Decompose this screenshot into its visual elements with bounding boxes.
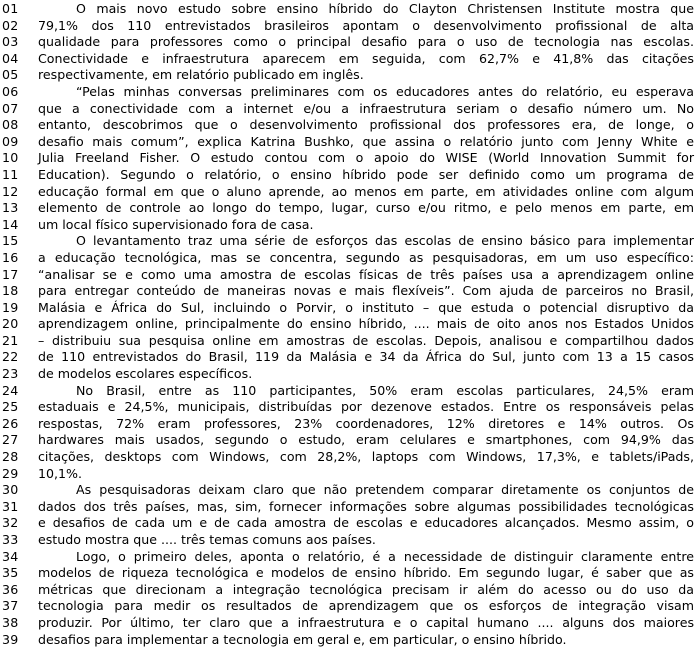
line-number: 18 [2, 283, 19, 299]
line-text: elemento de controle ao longo do tempo, lugar, curso e/ou ritmo, e pelo menos em parte, em [38, 200, 694, 216]
line-number: 09 [2, 133, 19, 149]
line-number: 03 [2, 34, 19, 50]
text-line [0, 615, 700, 632]
line-number: 30 [2, 482, 19, 498]
text-line [0, 632, 700, 649]
document-text [0, 1, 700, 648]
line-text: que a conectividade com a internet e/ou a infraestrutura seriam o desafio número um. No [38, 100, 694, 116]
line-number: 10 [2, 150, 19, 166]
line-number: 35 [2, 565, 19, 581]
text-line [0, 250, 700, 267]
line-number: 20 [2, 316, 19, 332]
text-line [0, 150, 700, 167]
text-line [0, 366, 700, 383]
text-line [0, 217, 700, 234]
line-text: citações, desktops com Windows, com 28,2%, laptops com Windows, 17,3%, e tablets/iPads, [38, 449, 694, 465]
line-text: estaduais e 24,5%, municipais, distribuídas por dezenove estados. Entre os responsáveis pelas [38, 399, 694, 415]
line-text: aprendizagem online, principalmente do ensino híbrido, .... mais de oito anos nos Estados Unidos [38, 316, 694, 332]
line-text: Education). Segundo o relatório, o ensino híbrido pode ser definido como um programa de [38, 166, 694, 182]
text-line [0, 184, 700, 201]
text-line [0, 101, 700, 118]
text-line [0, 267, 700, 284]
line-number: 06 [2, 83, 19, 99]
line-number: 29 [2, 465, 19, 481]
line-text: dados dos três países, mas, sim, fornecer informações sobre algumas possibilidades tecnológicas [38, 498, 694, 514]
text-line [0, 200, 700, 217]
line-text: respostas, 72% eram professores, 23% coordenadores, 12% diretores e 14% outros. Os [38, 415, 694, 431]
line-text: 10,1%. [38, 465, 83, 481]
line-number: 39 [2, 631, 19, 647]
line-text: No Brasil, entre as 110 participantes, 50% eram escolas particulares, 24,5% eram [76, 382, 694, 398]
text-line [0, 532, 700, 549]
line-number: 34 [2, 548, 19, 564]
text-line [0, 383, 700, 400]
text-line [0, 1, 700, 18]
text-line [0, 399, 700, 416]
line-text: tecnologia para medir os resultados de aprendizagem que os esforços de integração visam [38, 598, 694, 614]
text-line [0, 300, 700, 317]
line-text: Julia Freeland Fisher. O estudo contou com o apoio do WISE (World Innovation Summit for [38, 150, 694, 166]
text-line [0, 432, 700, 449]
line-number: 02 [2, 17, 19, 33]
line-number: 07 [2, 100, 19, 116]
line-text: métricas que direcionam a integração tecnológica precisam ir além do acesso ou do uso da [38, 581, 694, 597]
line-text: produzir. Por último, ter claro que a infraestrutura e o capital humano .... alguns dos maiores [38, 614, 694, 630]
line-text: – distribuiu sua pesquisa online em amostras de escolas. Depois, analisou e compartilhou dados [38, 332, 694, 348]
text-line [0, 333, 700, 350]
line-text: desafios para implementar a tecnologia em geral e, em particular, o ensino híbrido. [38, 631, 567, 647]
line-text: a educação tecnológica, mas se concentra, segundo as pesquisadoras, em um uso específico: [38, 249, 694, 265]
line-number: 24 [2, 382, 19, 398]
line-number: 22 [2, 349, 19, 365]
line-number: 38 [2, 614, 19, 630]
line-number: 31 [2, 498, 19, 514]
text-line [0, 316, 700, 333]
line-text: respectivamente, em relatório publicado em inglês. [38, 67, 364, 83]
line-number: 19 [2, 299, 19, 315]
text-line [0, 449, 700, 466]
line-number: 21 [2, 332, 19, 348]
text-line [0, 482, 700, 499]
line-number: 11 [2, 166, 19, 182]
line-number: 32 [2, 515, 19, 531]
line-number: 14 [2, 216, 19, 232]
line-text: estudo mostra que .... três temas comuns aos países. [38, 532, 376, 547]
line-text: desafio mais comum”, explica Katrina Bushko, que assina o relatório junto com Jenny White e [38, 133, 694, 149]
text-line [0, 349, 700, 366]
text-line [0, 598, 700, 615]
line-number: 01 [2, 1, 19, 16]
line-text: hardwares mais usados, segundo o estudo, eram celulares e smartphones, com 94,9% das [38, 432, 694, 448]
line-number: 13 [2, 200, 19, 216]
line-number: 23 [2, 366, 19, 382]
text-line [0, 233, 700, 250]
line-number: 04 [2, 50, 19, 66]
text-line [0, 117, 700, 134]
line-text: educação formal em que o aluno aprende, ao menos em parte, em atividades online com algum [38, 183, 694, 199]
line-number: 26 [2, 415, 19, 431]
line-number: 37 [2, 598, 19, 614]
line-number: 08 [2, 117, 19, 133]
line-number: 36 [2, 581, 19, 597]
line-text: O mais novo estudo sobre ensino híbrido do Clayton Christensen Institute mostra que [76, 1, 694, 16]
line-number: 05 [2, 67, 19, 83]
line-number: 28 [2, 449, 19, 465]
line-number: 33 [2, 532, 19, 547]
text-line [0, 67, 700, 84]
line-text: “analisar se e como uma amostra de escolas físicas de três países usa a aprendizagem online [38, 266, 694, 282]
line-text: modelos de riqueza tecnológica e modelos de ensino híbrido. Em segundo lugar, é saber que as [38, 565, 694, 581]
line-number: 12 [2, 183, 19, 199]
text-line [0, 283, 700, 300]
text-line [0, 167, 700, 184]
line-text: um local físico supervisionado fora de casa. [38, 216, 314, 232]
text-line [0, 466, 700, 483]
line-number: 16 [2, 249, 19, 265]
text-line [0, 51, 700, 68]
line-text: Conectividade e infraestrutura aparecem em seguida, com 62,7% e 41,8% das citações [38, 50, 694, 66]
text-line [0, 582, 700, 599]
text-line [0, 18, 700, 35]
line-number: 15 [2, 233, 19, 249]
text-line [0, 515, 700, 532]
line-text: O levantamento traz uma série de esforços das escolas de ensino básico para implementar [76, 233, 694, 249]
line-text: Logo, o primeiro deles, aponta o relatório, é a necessidade de distinguir claramente entre [76, 548, 694, 564]
line-number: 25 [2, 399, 19, 415]
line-text: As pesquisadoras deixam claro que não pretendem comparar diretamente os conjuntos de [76, 482, 694, 498]
line-text: Malásia e África do Sul, incluindo o Porvir, o instituto – que estuda o potencial disruptivo da [38, 299, 694, 315]
line-text: “Pelas minhas conversas preliminares com os educadores antes do relatório, eu esperava [76, 83, 694, 99]
text-line [0, 34, 700, 51]
line-text: entanto, descobrimos que o desenvolvimento profissional dos professores era, de longe, o [38, 117, 694, 133]
line-text: de 110 entrevistados do Brasil, 119 da Malásia e 34 da África do Sul, junto com 13 a 15 casos [38, 349, 694, 365]
text-line [0, 134, 700, 151]
line-text: de modelos escolares específicos. [38, 366, 253, 382]
text-line [0, 549, 700, 566]
text-line [0, 84, 700, 101]
line-text: qualidade para professores como o principal desafio para o uso de tecnologia nas escolas. [38, 34, 694, 50]
line-number: 17 [2, 266, 19, 282]
text-line [0, 565, 700, 582]
line-text: e desafios de cada um e de cada amostra de escolas e educadores alcançados. Mesmo assim, o [38, 515, 694, 531]
line-text: para entregar conteúdo de maneiras novas e mais flexíveis”. Com ajuda de parceiros no Brasil, [38, 283, 694, 299]
line-text: 79,1% dos 110 entrevistados brasileiros apontam o desenvolvimento profissional de alta [38, 17, 694, 33]
text-line [0, 416, 700, 433]
text-line [0, 499, 700, 516]
line-number: 27 [2, 432, 19, 448]
